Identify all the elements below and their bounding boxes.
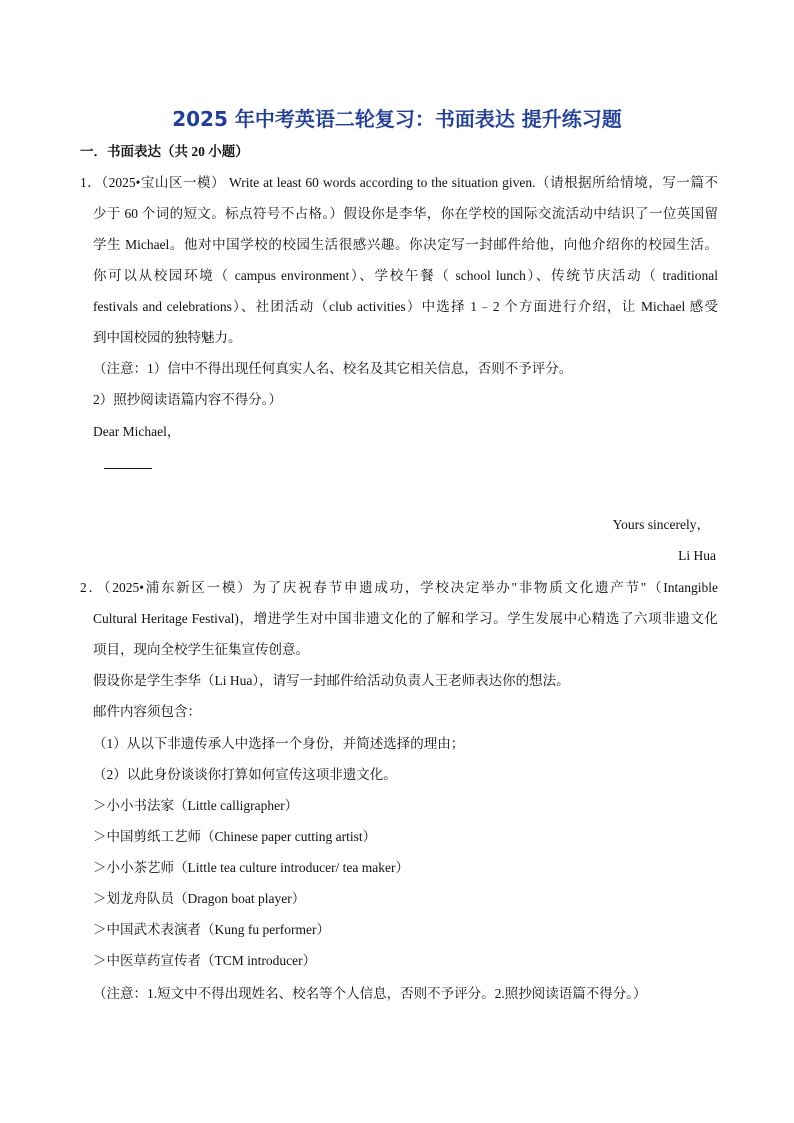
question-1-line: 1．（2025•宝山区一模） Write at least 60 words according to the situation given.（请根据所给情境，写一篇不 [80, 175, 718, 190]
question-2-requirement: （2）以此身份谈谈你打算如何宣传这项非遗文化。 [93, 767, 397, 782]
question-2-line: Cultural Heritage Festival)，增进学生对中国非遗文化的了解和学习。学生发展中心精选了六项非遗文化 [93, 611, 718, 626]
question-1-line: 到中国校园的独特魅力。 [93, 330, 242, 345]
question-1-line: 少于 60 个词的短文。标点符号不占格。）假设你是李华，你在学校的国际交流活动中结识了一位英国留 [93, 206, 718, 221]
letter-greeting: Dear Michael， [93, 424, 181, 439]
question-1-line: festivals and celebrations）、社团活动（club activities）中选择 1﹣2 个方面进行介绍，让 Michael 感受 [93, 299, 718, 314]
question-2-option: ＞小小茶艺师（Little tea culture introducer/ tea maker） [93, 860, 410, 875]
letter-closing: Yours sincerely， [612, 517, 710, 532]
question-2-line: 假设你是学生李华（Li Hua），请写一封邮件给活动负责人王老师表达你的想法。 [93, 673, 570, 688]
question-2-option: ＞划龙舟队员（Dragon boat player） [93, 891, 306, 906]
question-2-requirement: （1）从以下非遗传承人中选择一个身份，并简述选择的理由； [93, 736, 465, 751]
question-1-line: 学生 Michael。他对中国学校的校园生活很感兴趣。你决定写一封邮件给他，向他介绍你的校园生活。 [93, 237, 718, 252]
section-heading: 一．书面表达（共 20 小题） [80, 144, 249, 159]
question-2-option: ＞中医草药宣传者（TCM introducer） [93, 953, 317, 968]
answer-blank [104, 467, 152, 469]
question-2-option: ＞中国武术表演者（Kung fu performer） [93, 922, 330, 937]
question-1-note: （注意：1）信中不得出现任何真实人名、校名及其它相关信息，否则不予评分。 [93, 361, 573, 376]
question-2-option: ＞中国剪纸工艺师（Chinese paper cutting artist） [93, 829, 377, 844]
question-2-line: 项目，现向全校学生征集宣传创意。 [93, 642, 309, 657]
letter-signature: Li Hua [678, 548, 716, 563]
question-2-note: （注意：1.短文中不得出现姓名、校名等个人信息，否则不予评分。2.照抄阅读语篇不得分。） [93, 986, 647, 1001]
page-title: 2025 年中考英语二轮复习：书面表达 提升练习题 [172, 107, 622, 131]
question-1-note: 2）照抄阅读语篇内容不得分。） [93, 392, 282, 407]
question-2-line: 邮件内容须包含： [93, 704, 201, 719]
question-2-option: ＞小小书法家（Little calligrapher） [93, 798, 299, 813]
question-2-line: 2．（2025•浦东新区一模）为了庆祝春节申遗成功，学校决定举办"非物质文化遗产节"（Intangible [80, 580, 718, 595]
question-1-line: 你可以从校园环境（ campus environment）、学校午餐（ school lunch）、传统节庆活动（ traditional [93, 268, 718, 283]
